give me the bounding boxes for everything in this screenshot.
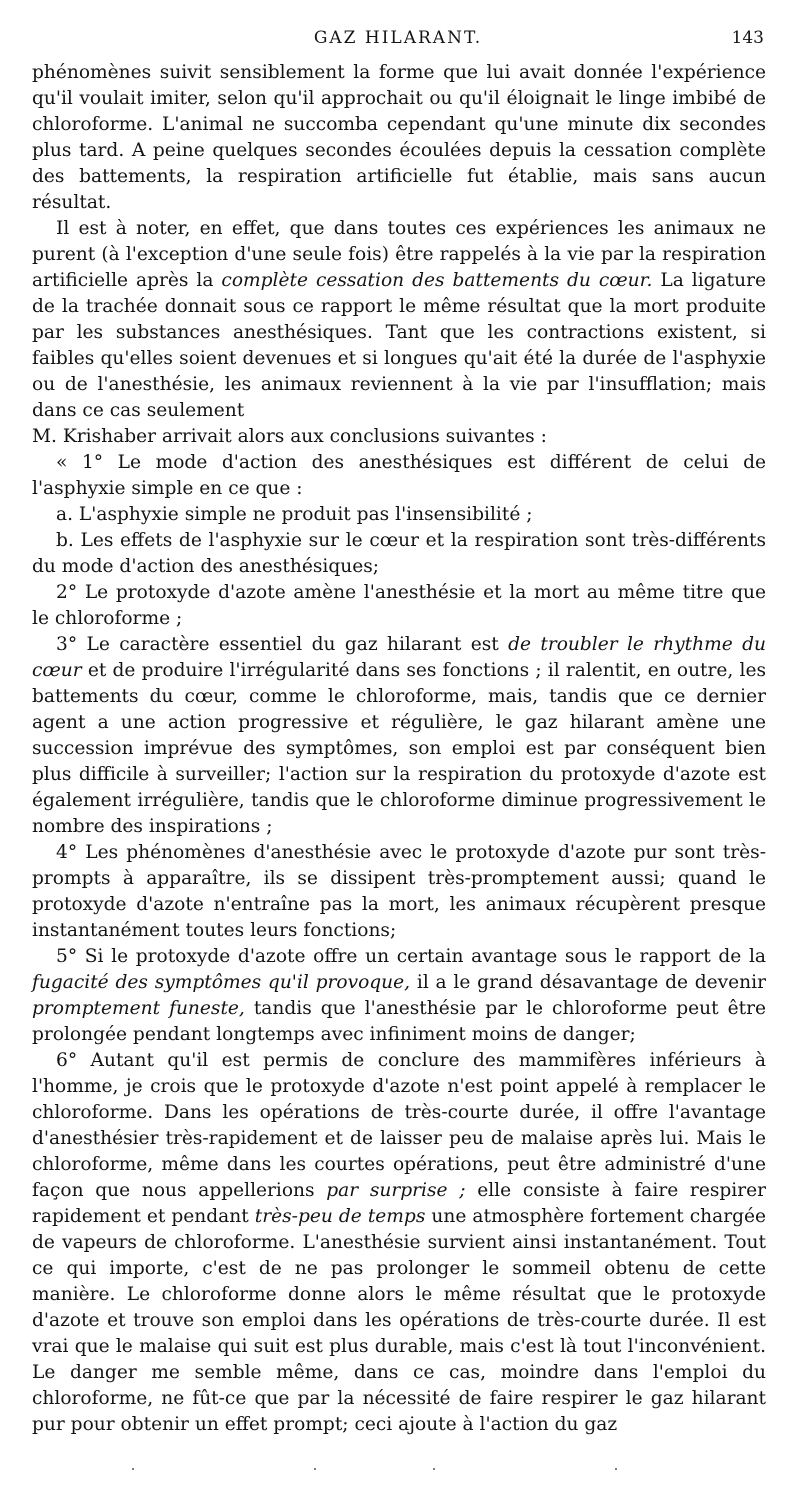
paragraph-text: elle consiste à faire respirer rapidement et pendant — [32, 1180, 766, 1227]
speck — [132, 1468, 134, 1470]
speck — [615, 1468, 617, 1470]
emphasis-text: promptement funeste, — [32, 998, 245, 1019]
conclusion-2: 2° Le protoxyde d'azote amène l'anesthésie et la mort au même titre que le chloroforme ; — [32, 582, 766, 629]
paragraph-conclusions-intro: M. Krishaber arrivait alors aux conclusions suivantes : — [32, 426, 547, 447]
page-number: 143 — [731, 28, 764, 48]
speck — [314, 1468, 316, 1470]
speck — [433, 1468, 435, 1470]
conclusion-1-a: a. L'asphyxie simple ne produit pas l'insensibilité ; — [56, 504, 533, 525]
paragraph-text: 3° Le caractère essentiel du gaz hilarant est — [56, 634, 509, 655]
paragraph-text: La ligature de la trachée donnait sous ce rapport le même résultat que la mort produite par les substances anesthésiques. Tant que les contractions existent, si faibles qu'elles soient devenues et si longues qu'ait été la durée de l'asphyxie ou de l'anesthésie, les animaux reviennent à la vie par l'insufflation; mais dans ce cas seulement — [32, 270, 766, 421]
paragraph-text: il a le grand désavantage de devenir — [410, 972, 766, 993]
running-title: GAZ HILARANT. — [313, 28, 483, 48]
emphasis-text: fugacité des symptômes qu'il provoque, — [32, 972, 411, 993]
emphasis-text: très-peu de temps — [254, 1206, 426, 1227]
paragraph-text: et de produire l'irrégularité dans ses fonctions ; il ralentit, en outre, les battements du cœur, comme le chloroforme, mais, tandis que ce dernier agent a une action progressive et régulière, le gaz hilarant amène une succession imprévue des symptômes, son emploi est par conséquent bien plus difficile à surveiller; l'action sur la respiration du protoxyde d'azote est également irrégulière, tandis que le chloroforme diminue progressivement le nombre des inspirations ; — [32, 660, 766, 837]
page-header — [32, 28, 764, 56]
conclusion-5 — [32, 944, 766, 1048]
conclusion-1-b: b. Les effets de l'asphyxie sur le cœur et la respiration sont très-différents du mode d'action des anesthésiques; — [32, 530, 766, 577]
paragraph-text: 5° Si le protoxyde d'azote offre un certain avantage sous le rapport de la — [56, 946, 766, 967]
paragraph-text: Il est à noter, en effet, que dans toutes ces expériences les animaux ne purent (à l'exception d'une seule fois) être rappelés à la vie par la respiration artificielle après la — [32, 218, 766, 291]
emphasis-text: par surprise ; — [326, 1180, 466, 1201]
emphasis-text: de troubler le rhythme du cœur — [32, 634, 766, 681]
conclusion-6 — [32, 1048, 766, 1438]
emphasis-text: complète cessation des battements du cœur. — [221, 270, 653, 291]
paragraph-continuation: phénomènes suivit sensiblement la forme que lui avait donnée l'expérience qu'il voulait imiter, selon qu'il approchait ou qu'il éloignait le linge imbibé de chloroforme. L'animal ne succomba cependant qu'une minute dix secondes plus tard. A peine quelques secondes écoulées depuis la cessation complète des battements, la respiration artificielle fut établie, mais sans aucun résultat. — [32, 62, 766, 213]
conclusion-4: 4° Les phénomènes d'anesthésie avec le protoxyde d'azote pur sont très-prompts à apparaître, ils se dissipent très-promptement aussi; quand le protoxyde d'azote n'entraîne pas la mort, les animaux récupèrent presque instantanément toutes leurs fonctions; — [32, 842, 766, 941]
paragraph-artificial-respiration — [32, 216, 766, 424]
paragraph-text: 6° Autant qu'il est permis de conclure des mammifères inférieurs à l'homme, je crois que le protoxyde d'azote n'est point appelé à remplacer le chloroforme. Dans les opérations de très-courte durée, il offre l'avantage d'anesthésier très-rapidement et de laisser peu de malaise après lui. Mais le chloroforme, même dans les courtes opérations, peut être administré d'une façon que nous appellerions — [32, 1050, 766, 1201]
conclusion-1: « 1° Le mode d'action des anesthésiques est différent de celui de l'asphyxie simple en ce que : — [32, 452, 766, 499]
paragraph-text: tandis que l'anesthésie par le chloroforme peut être prolongée pendant longtemps avec infiniment moins de danger; — [32, 998, 766, 1045]
body-text — [32, 60, 766, 1438]
scan-specks — [0, 1468, 800, 1474]
paragraph-text: une atmosphère fortement chargée de vapeurs de chloroforme. L'anesthésie survient ainsi instantanément. Tout ce qui importe, c'est de ne pas prolonger le sommeil obtenu de cette manière. Le chloroforme donne alors le même résultat que le protoxyde d'azote et trouve son emploi dans les opérations de très-courte durée. Il est vrai que le malaise qui suit est plus durable, mais c'est là tout l'inconvénient. Le danger me semble même, dans ce cas, moindre dans l'emploi du chloroforme, ne fût-ce que par la nécessité de faire respirer le gaz hilarant pur pour obtenir un effet prompt; ceci ajoute à l'action du gaz — [32, 1206, 766, 1435]
conclusion-3 — [32, 632, 766, 840]
